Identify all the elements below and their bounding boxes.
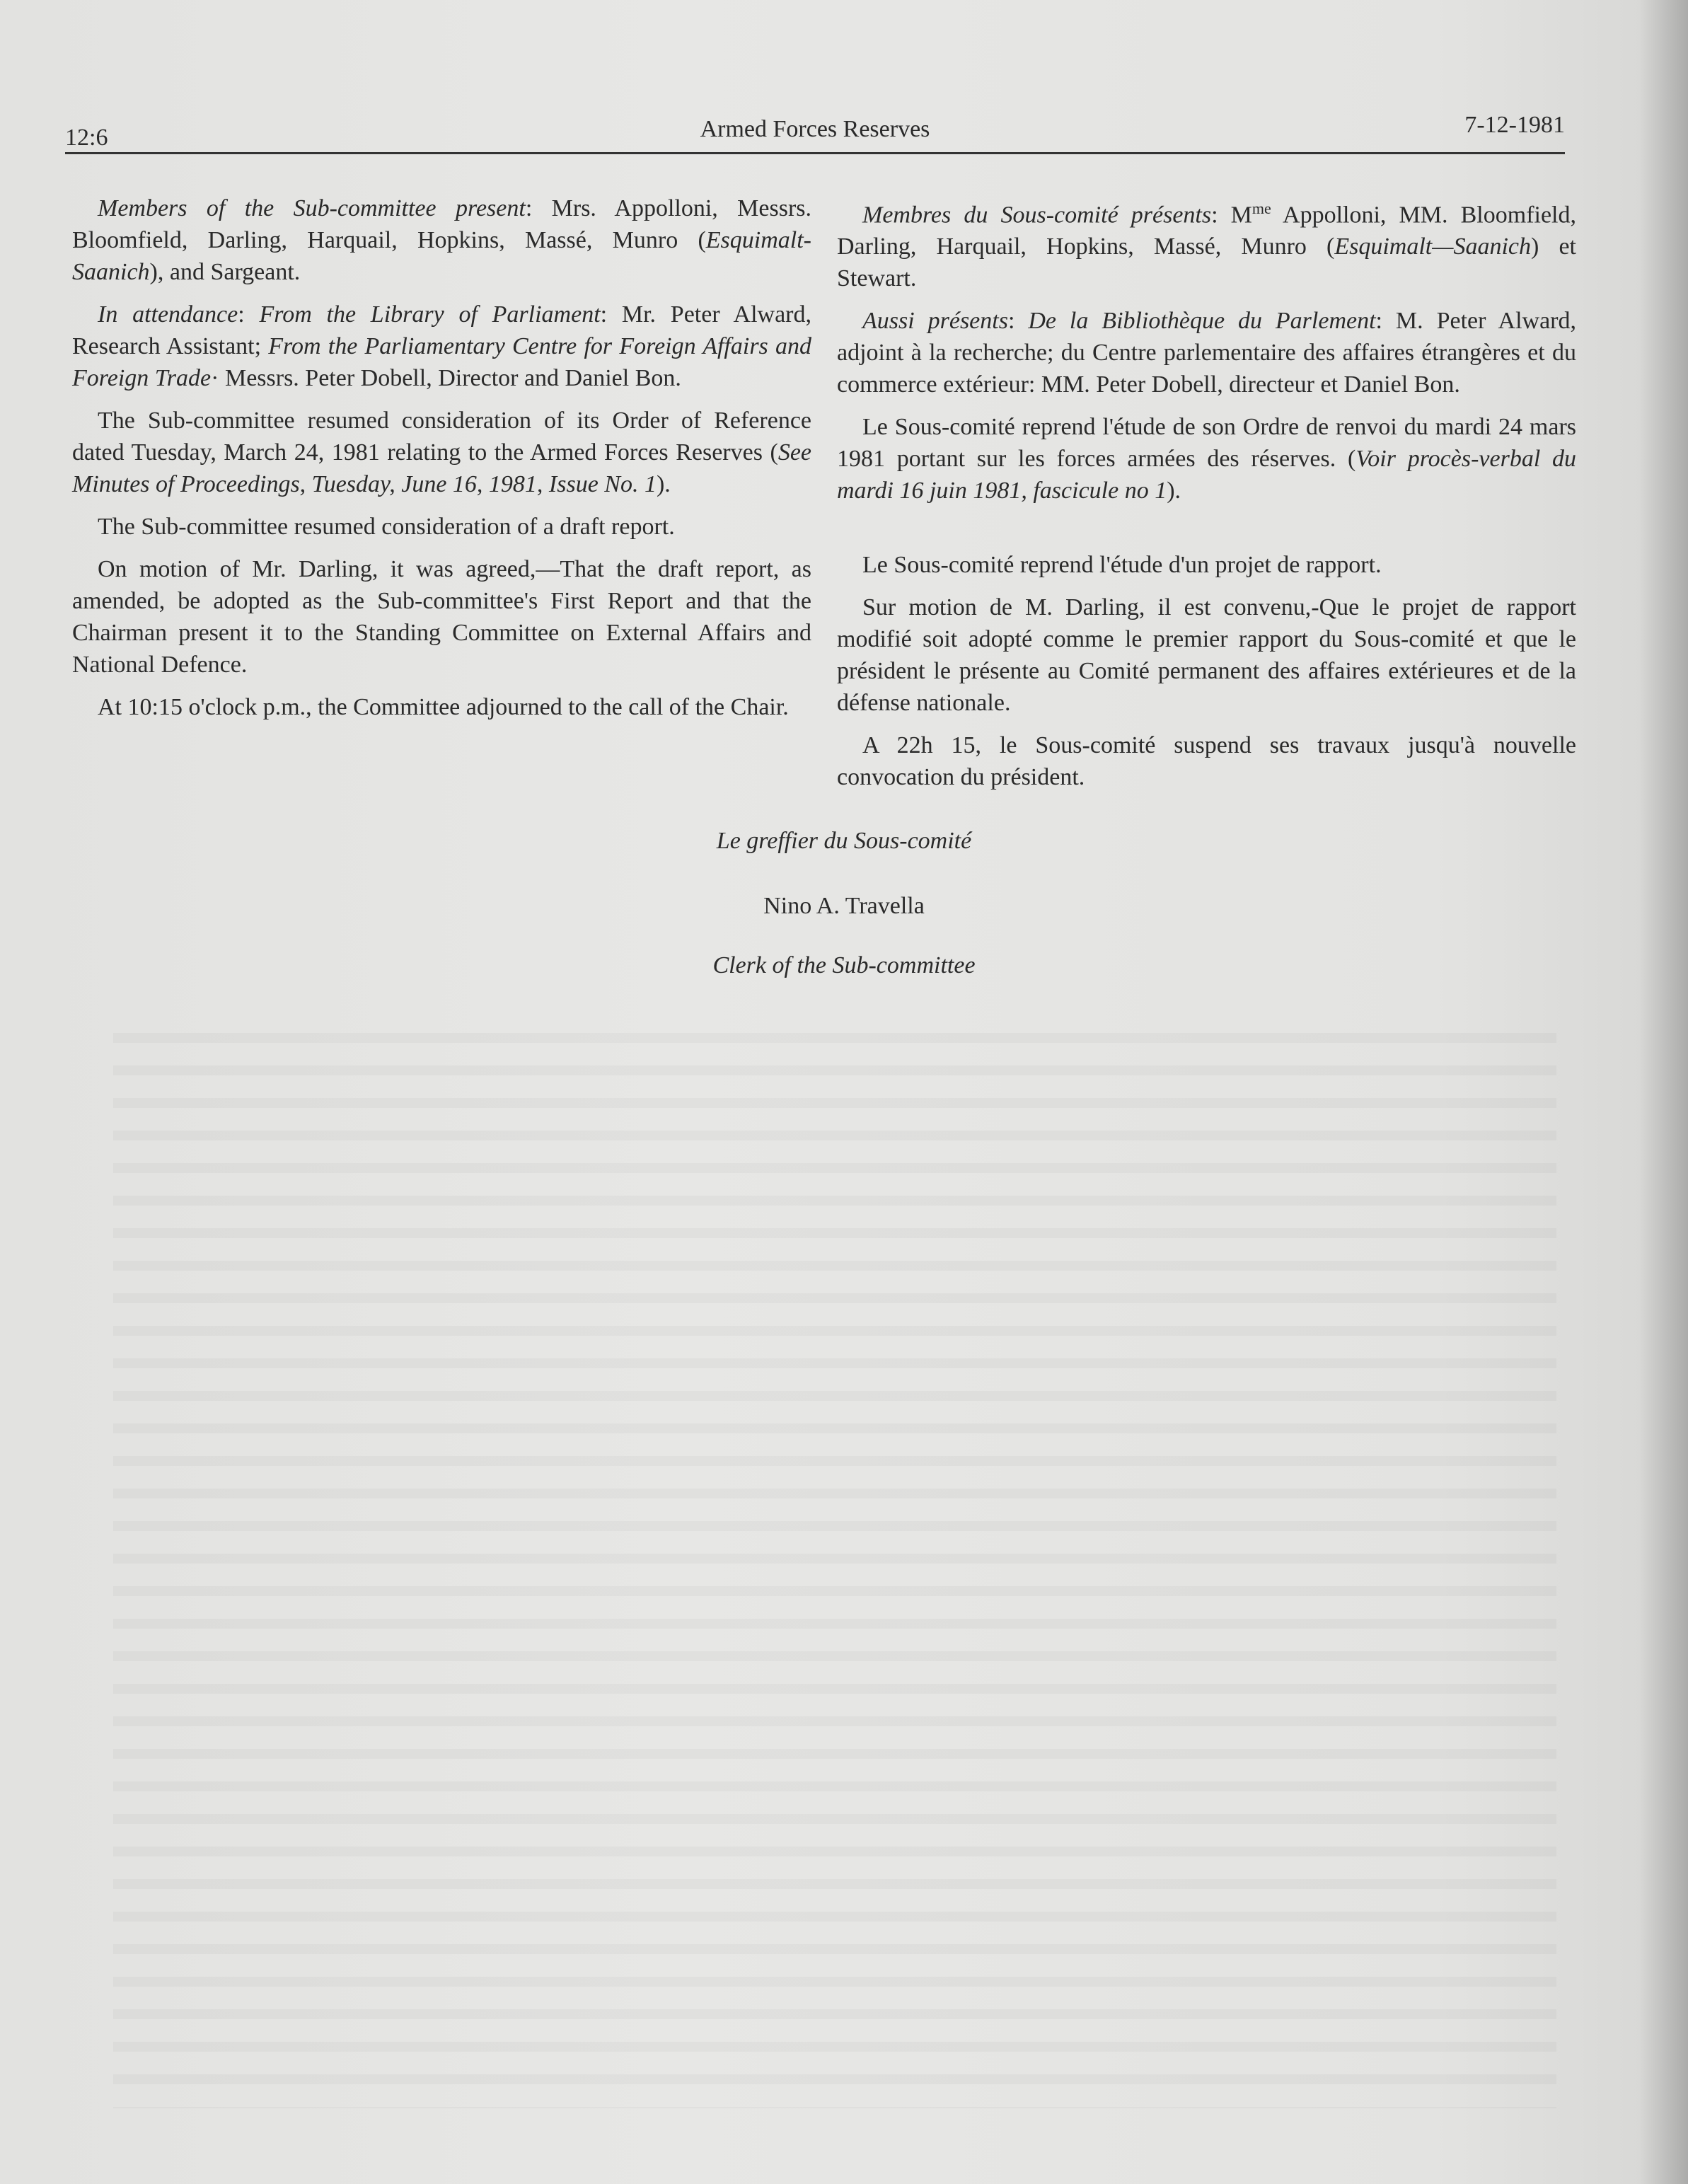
members-list-end: ), and Sargeant. <box>149 259 301 285</box>
adjournment-paragraph: At 10:15 o'clock p.m., the Committee adjourned to the call of the Chair. <box>98 694 789 720</box>
in-attendance-paragraph <box>72 299 811 394</box>
membres-presents-label: Membres du Sous-comité présents <box>862 202 1212 229</box>
minutes-reference: See Minutes of Proceedings, Tuesday, June 16, 1981, Issue No. 1 <box>72 439 811 497</box>
draft-report-paragraph: The Sub-committee resumed consideration of a draft report. <box>98 514 675 540</box>
page-header <box>65 112 1565 154</box>
french-column <box>837 192 1576 804</box>
riding-name: Esquimalt-Saanich <box>72 227 811 285</box>
superscript-me: me <box>1251 200 1271 217</box>
membres-list: Appolloni, MM. Bloomfield, Darling, Harquail, Hopkins, Massé, Munro ( <box>837 202 1576 260</box>
english-column <box>72 192 811 734</box>
aussi-presents-paragraph <box>837 305 1576 400</box>
aussi-presents-label: Aussi présents <box>862 308 1008 335</box>
motion-paragraph: On motion of Mr. Darling, it was agreed,—That the draft report, as amended, be adopted as the Sub-committee's First Report and that the Chairman present it to the Standing Committee on External Affairs and National Defence. <box>72 556 811 678</box>
personnel-list: : M. Peter Alward, adjoint à la recherche; du Centre parlementaire des affaires étrangères et du commerce extérieur: MM. Peter Dobell, directeur et Daniel Bon. <box>837 308 1576 398</box>
members-present-paragraph <box>72 192 811 288</box>
centre-staff: · Messrs. Peter Dobell, Director and Daniel Bon. <box>211 365 681 391</box>
ordre-text-end: ). <box>1167 478 1181 504</box>
projet-rapport-paragraph: Le Sous-comité reprend l'étude d'un projet de rapport. <box>862 552 1382 579</box>
order-of-reference-paragraph <box>72 405 811 500</box>
order-text-end: ). <box>656 471 671 497</box>
running-title: Armed Forces Reserves <box>700 116 930 142</box>
clerk-title-english: Clerk of the Sub-committee <box>712 952 976 978</box>
membres-list-start: : M <box>1211 202 1252 229</box>
header-rule <box>65 152 1565 154</box>
binding-shadow <box>1638 0 1688 2184</box>
membres-presents-paragraph <box>837 192 1576 294</box>
ordre-de-renvoi-paragraph <box>837 411 1576 507</box>
separator: : <box>1007 308 1029 335</box>
members-present-label: Members of the Sub-committee present <box>98 195 526 221</box>
membres-list-end: ) et Stewart. <box>837 233 1577 292</box>
header-date: 7-12-1981 <box>1464 112 1565 138</box>
clerk-name: Nino A. Travella <box>763 893 925 919</box>
bleed-through-texture <box>113 1033 1556 2108</box>
order-text: The Sub-committee resumed consideration of its Order of Reference dated Tuesday, March 24, 1981 relating to the Armed Forces Reserves ( <box>72 408 811 466</box>
members-list: : Mrs. Appolloni, Messrs. Bloomfield, Darling, Harquail, Hopkins, Massé, Munro ( <box>72 195 811 253</box>
in-attendance-label: In attendance <box>98 301 238 328</box>
motion-fr-paragraph: Sur motion de M. Darling, il est convenu,-Que le projet de rapport modifié soit adopté comme le premier rapport du Sous-comité et que le président le présente au Comité permanent des affaires extérieures et de la défense nationale. <box>837 594 1576 717</box>
library-staff: : Mr. Peter Alward, Research Assistant; <box>72 301 811 359</box>
separator: : <box>238 301 260 328</box>
circonscription-name: Esquimalt—Saanich <box>1334 233 1532 260</box>
page-number: 12:6 <box>65 125 108 151</box>
suspension-paragraph: A 22h 15, le Sous-comité suspend ses travaux jusqu'à nouvelle convocation du président. <box>837 732 1576 791</box>
proces-verbal-reference: Voir procès-verbal du mardi 16 juin 1981, fascicule no 1 <box>837 446 1576 504</box>
ordre-text: Le Sous-comité reprend l'étude de son Ordre de renvoi du mardi 24 mars 1981 portant sur les forces armées des réserves. ( <box>837 414 1576 473</box>
centre-label: From the Parliamentary Centre for Foreign Affairs and Foreign Trade <box>72 333 811 391</box>
library-label: From the Library of Parliament <box>259 301 601 328</box>
clerk-title-french: Le greffier du Sous-comité <box>716 828 972 854</box>
bibliotheque-label: De la Bibliothèque du Parlement <box>1028 308 1376 335</box>
